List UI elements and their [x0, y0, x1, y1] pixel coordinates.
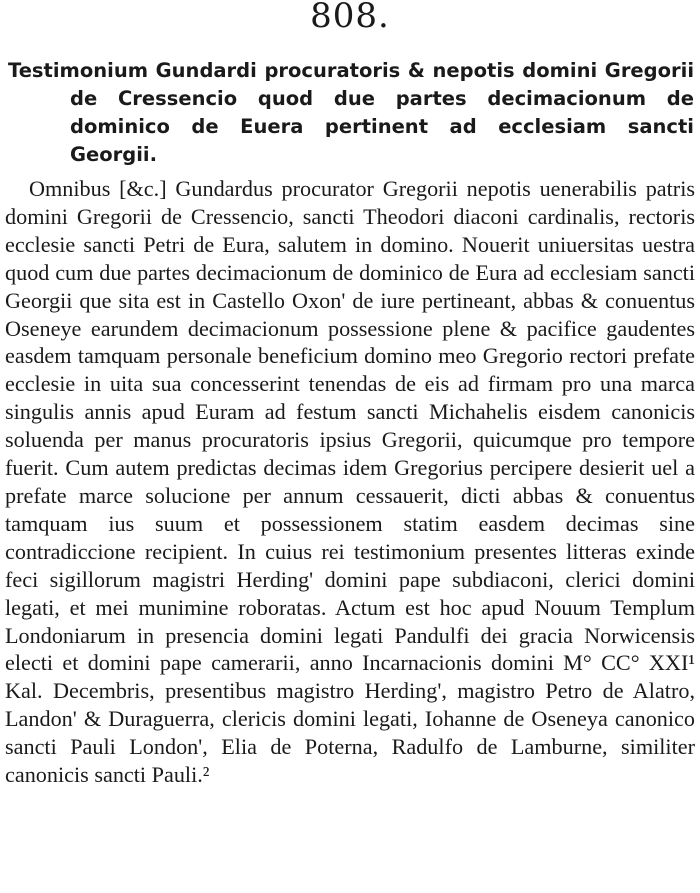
document-body: Omnibus [&c.] Gundardus procurator Gregorii nepotis uenerabilis patris domini Gregorii de Cressencio, sancti Theodori diaconi cardinalis, rectoris ecclesie sancti Petri de Eura, salutem in domino. Nouerit uniuersitas uestra quod cum due partes decimacionum de dominico de Eura ad ecclesiam sancti Georgii que sita est in Castello Oxon' de iure pertineant, abbas & conuentus Oseneye earundem decimacionum possessione plene & pacifice gaudentes easdem tamquam personale beneficium domino meo Gregorio rectori prefate ecclesie in uita sua concesserint tenendas de eis ad firmam pro una marca singulis annis apud Euram ad festum sancti Michahelis eisdem canonicis soluenda per manus procuratoris ipsius Gregorii, quicumque pro tempore fuerit. Cum autem predictas decimas idem Gregorius percipere desierit uel a prefate marce solucione per annum cessauerit, dicti abbas & conuentus tamquam ius suum et possessionem statim easdem decimas sine contradiccione recipient. In cuius rei testimonium presentes litteras exinde feci sigillorum magistri Herding' domini pape subdiaconi, clerici domini legati, et mei munimine roboratas. Actum est hoc apud Nouum Templum Londoniarum in presencia domini legati Pandulfi dei gracia Norwicensis electi et domini pape camerarii, anno Incarnacionis domini M° CC° XXI¹ Kal. Decembris, presentibus magistro Herding', magistro Petro de Alatro, Landon' & Duraguerra, clericis domini legati, Iohanne de Oseneya canonico sancti Pauli London', Elia de Poterna, Radulfo de Lamburne, similiter canonicis sancti Pauli.² [5, 176, 695, 788]
document-number: 808. [310, 0, 390, 36]
document-heading: Testimonium Gundardi procuratoris & nepotis domini Gregorii de Cressencio quod due partes decimacionum de dominico de Euera pertinent ad ecclesiam sancti Georgii. [8, 59, 694, 166]
